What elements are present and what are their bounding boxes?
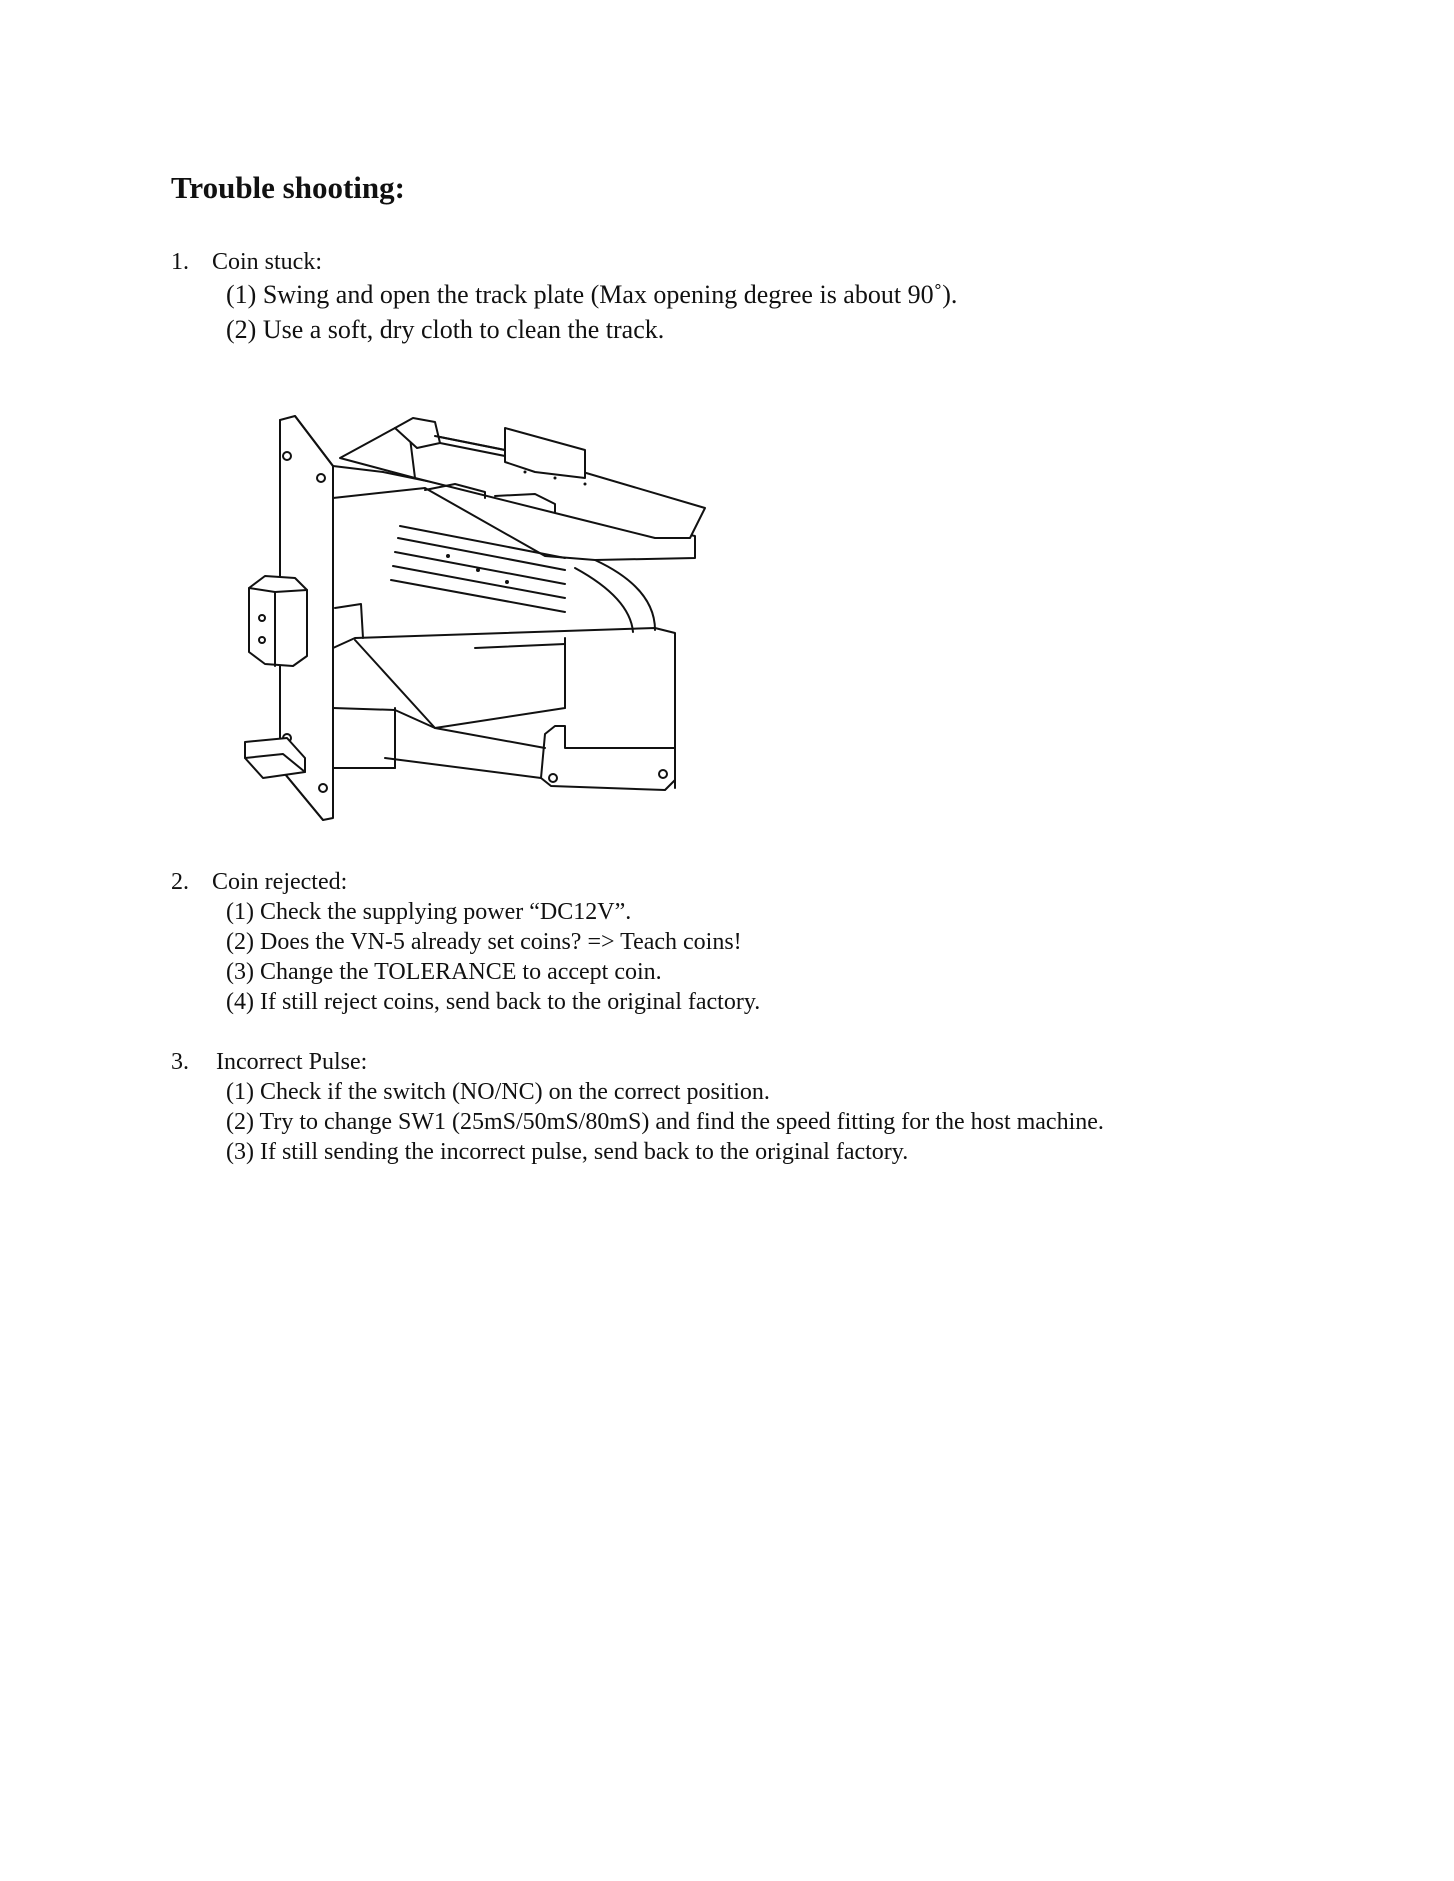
page-title: Trouble shooting:: [171, 170, 405, 205]
section-3-step-3: (3) If still sending the incorrect pulse, send back to the original factory.: [226, 1139, 909, 1165]
section-2-step-2: (2) Does the VN-5 already set coins? => Teach coins!: [226, 929, 742, 955]
section-3-step-1: (1) Check if the switch (NO/NC) on the correct position.: [226, 1079, 770, 1105]
section-3-number: 3.: [171, 1049, 189, 1075]
section-3-heading: Incorrect Pulse:: [216, 1049, 368, 1075]
section-1-heading: Coin stuck:: [212, 249, 323, 275]
section-1-number: 1.: [171, 249, 189, 275]
section-2-heading: Coin rejected:: [212, 869, 348, 895]
section-2-step-3: (3) Change the TOLERANCE to accept coin.: [226, 959, 662, 985]
section-1-step-2: (2) Use a soft, dry cloth to clean the track.: [226, 315, 665, 344]
coin-acceptor-drawing-icon: [235, 408, 715, 828]
section-1-step-1: (1) Swing and open the track plate (Max opening degree is about 90˚).: [226, 280, 958, 309]
section-2-step-1: (1) Check the supplying power “DC12V”.: [226, 899, 632, 925]
section-3-step-2: (2) Try to change SW1 (25mS/50mS/80mS) and find the speed fitting for the host machine.: [226, 1109, 1104, 1135]
section-2-step-4: (4) If still reject coins, send back to the original factory.: [226, 989, 761, 1015]
section-2-number: 2.: [171, 869, 189, 895]
